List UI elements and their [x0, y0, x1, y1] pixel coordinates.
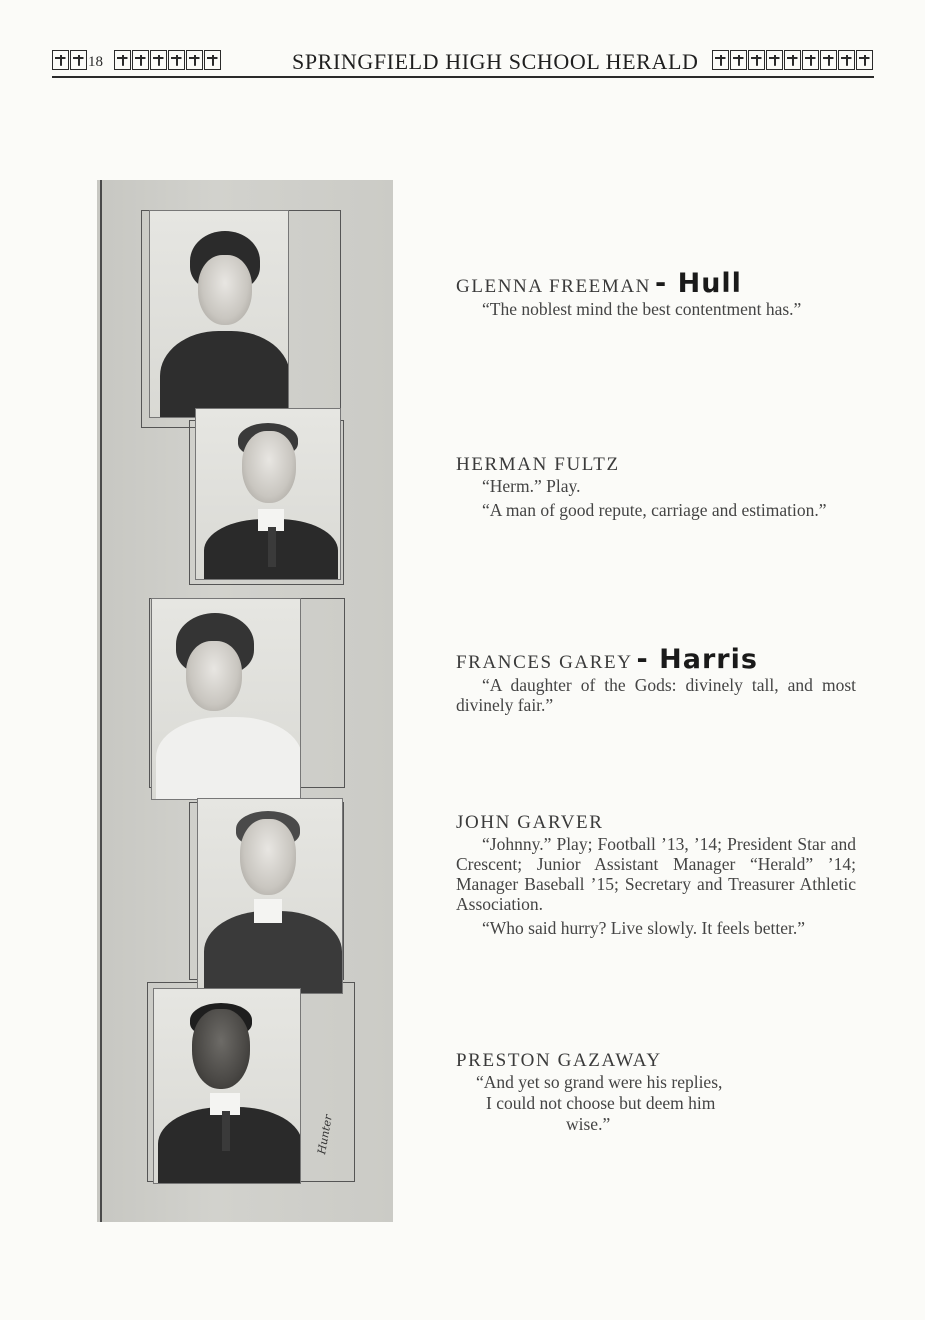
- student-name: [456, 644, 856, 675]
- entry-herman-fultz: [456, 454, 856, 520]
- student-name-text: HERMAN FULTZ: [456, 454, 620, 475]
- entry-frances-garey: [456, 644, 856, 715]
- portrait-john-garver: [197, 798, 343, 994]
- student-name: [456, 268, 856, 299]
- student-quote: [456, 1072, 856, 1135]
- quote-line: wise.”: [566, 1114, 611, 1134]
- handwritten-annotation: - Harris: [636, 644, 758, 675]
- portrait-herman-fultz: [195, 408, 341, 580]
- student-name: [456, 812, 856, 834]
- entry-glenna-freeman: [456, 268, 856, 319]
- portrait-strip: [97, 180, 393, 1222]
- student-name-text: JOHN GARVER: [456, 812, 604, 833]
- quote-line: “And yet so grand were his replies,: [476, 1072, 723, 1092]
- header-rule: [52, 76, 874, 78]
- publication-title: SPRINGFIELD HIGH SCHOOL HERALD: [292, 49, 699, 74]
- page-header: [52, 46, 874, 80]
- student-name: [456, 454, 856, 476]
- decorative-border-icon: [114, 50, 221, 72]
- photographer-signature: Hunter: [315, 1113, 335, 1156]
- student-quote: “A man of good repute, carriage and estimation.”: [482, 500, 827, 520]
- student-quote: “Who said hurry? Live slowly. It feels better.”: [482, 918, 805, 938]
- student-quote: “A daughter of the Gods: divinely tall, and most divinely fair.”: [456, 675, 856, 715]
- student-name: [456, 1050, 856, 1072]
- student-activities: “Johnny.” Play; Football ’13, ’14; President Star and Crescent; Junior Assistant Manager “Herald” ’14; Manager Baseball ’15; Secretary and Treasurer Athletic Association.: [456, 834, 856, 914]
- student-name-text: FRANCES GAREY: [456, 652, 633, 673]
- entry-preston-gazaway: [456, 1050, 856, 1135]
- portrait-frances-garey: [151, 598, 301, 800]
- student-activities: “Herm.” Play.: [482, 476, 581, 496]
- student-name-text: PRESTON GAZAWAY: [456, 1050, 662, 1071]
- portrait-preston-gazaway: [153, 988, 301, 1184]
- decorative-border-icon: [52, 50, 87, 72]
- decorative-border-icon: [712, 50, 873, 72]
- student-name-text: GLENNA FREEMAN: [456, 276, 651, 297]
- entry-john-garver: [456, 812, 856, 938]
- handwritten-annotation: - Hull: [655, 268, 742, 299]
- portrait-glenna-freeman: [149, 210, 289, 418]
- quote-line: I could not choose but deem him: [486, 1093, 716, 1113]
- student-quote: “The noblest mind the best contentment has.”: [482, 299, 802, 319]
- page-number: 18: [88, 54, 103, 70]
